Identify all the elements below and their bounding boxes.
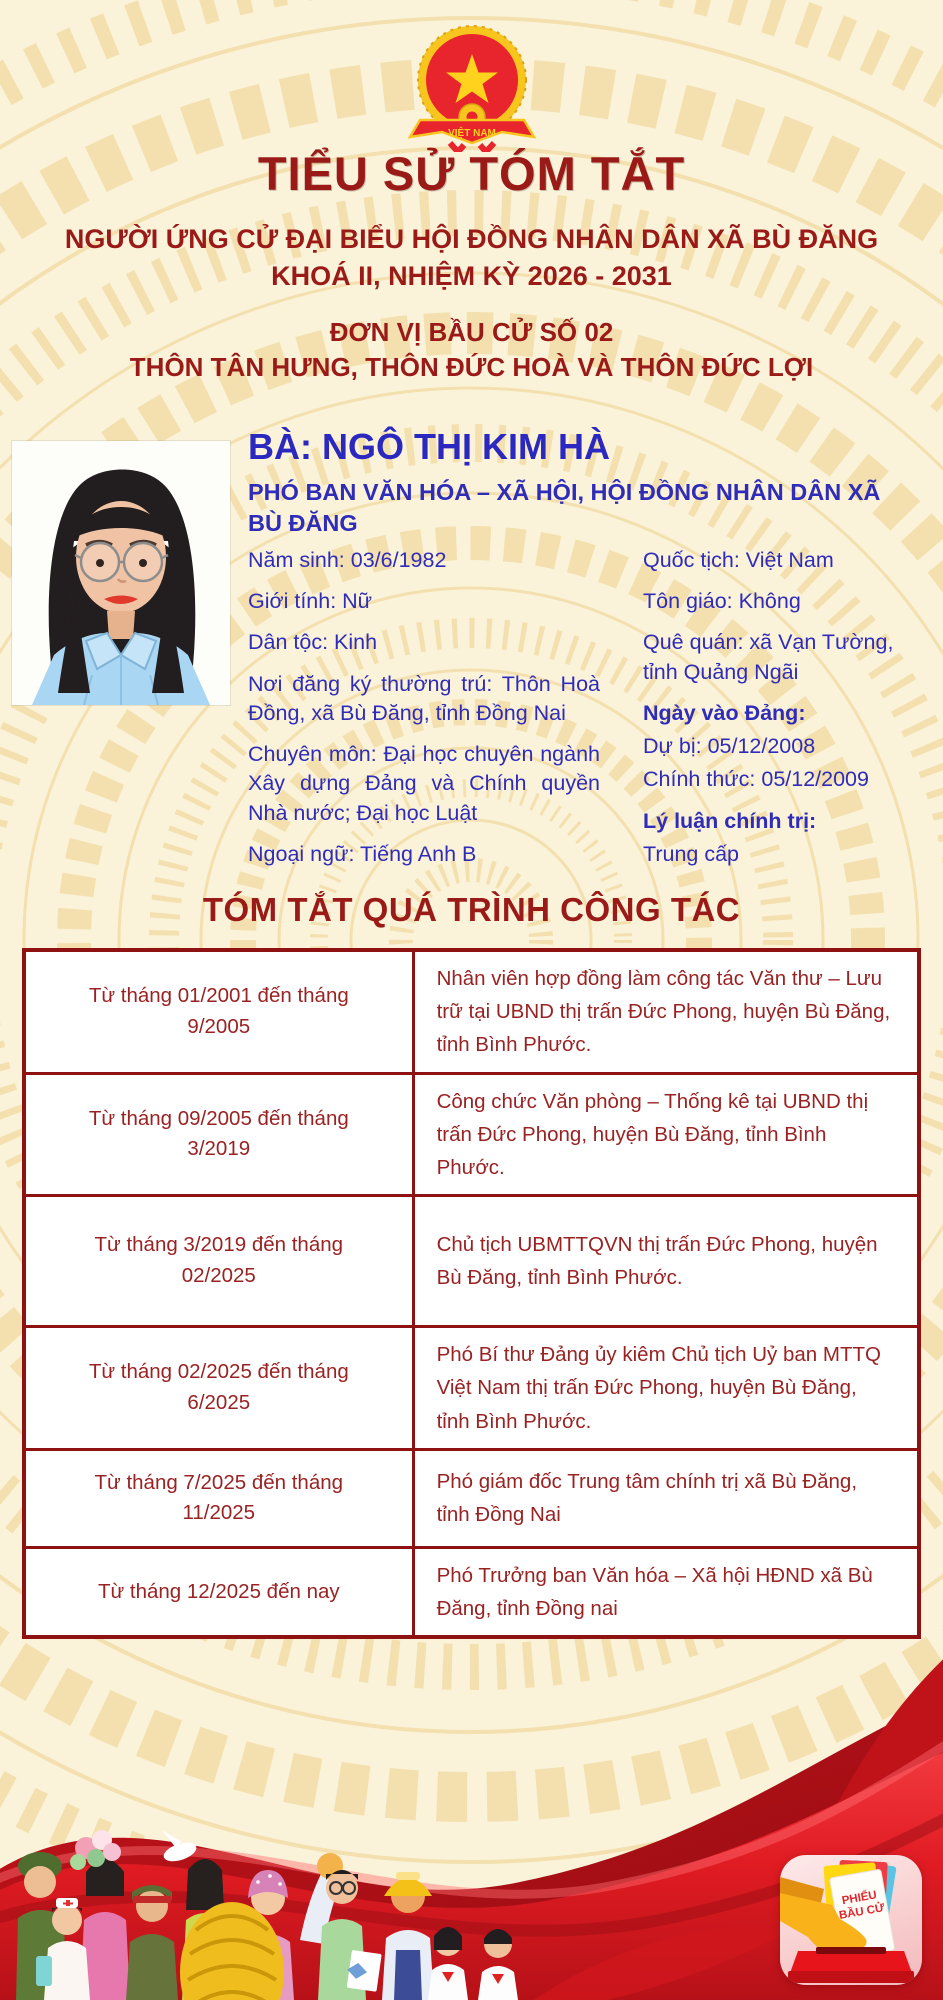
career-period-cell: Từ tháng 01/2001 đến tháng 9/2005 — [24, 950, 413, 1073]
candidate-details-left — [248, 546, 600, 881]
detail-item: Năm sinh: 03/6/1982 — [248, 548, 447, 572]
table-row — [24, 950, 919, 1073]
table-row — [24, 1327, 919, 1450]
emblem-label: VIỆT NAM — [447, 128, 496, 139]
election-unit-line1: ĐƠN VỊ BẦU CỬ SỐ 02 — [329, 317, 614, 347]
detail-item: Quê quán: xã Vạn Tường, tỉnh Quảng Ngãi — [643, 630, 894, 684]
detail-item: Trung cấp — [643, 841, 740, 866]
career-role-cell: Phó Bí thư Đảng ủy kiêm Chủ tịch Uỷ ban MTTQ Việt Nam thị trấn Đức Phong, huyện Bù Đăng, tỉnh Bình Phước. — [413, 1327, 919, 1450]
career-role-cell: Chủ tịch UBMTTQVN thị trấn Đức Phong, huyện Bù Đăng, tỉnh Bình Phước. — [413, 1196, 919, 1327]
candidate-name: BÀ: NGÔ THỊ KIM HÀ — [248, 426, 610, 467]
career-period-cell: Từ tháng 3/2019 đến tháng 02/2025 — [24, 1196, 413, 1327]
ballot-box-icon — [780, 1855, 922, 1985]
career-role-cell: Nhân viên hợp đồng làm công tác Văn thư – Lưu trữ tại UBND thị trấn Đức Phong, huyện Bù Đăng, tỉnh Bình Phước. — [413, 950, 919, 1073]
detail-item: Quốc tịch: Việt Nam — [643, 548, 834, 572]
career-role-cell: Phó Trưởng ban Văn hóa – Xã hội HĐND xã Bù Đăng, tỉnh Đồng nai — [413, 1547, 919, 1637]
detail-item: Ngày vào Đảng: — [643, 700, 806, 725]
candidate-details-right — [643, 546, 923, 881]
career-role-cell: Phó giám đốc Trung tâm chính trị xã Bù Đăng, tỉnh Đồng Nai — [413, 1449, 919, 1547]
table-row — [24, 1196, 919, 1327]
career-period-cell: Từ tháng 7/2025 đến tháng 11/2025 — [24, 1449, 413, 1547]
detail-item: Dân tộc: Kinh — [248, 630, 378, 655]
detail-item: Dự bị: 05/12/2008 — [643, 734, 816, 759]
detail-item: Giới tính: Nữ — [248, 589, 373, 614]
detail-item: Tôn giáo: Không — [643, 589, 801, 614]
page-subtitle-1: NGƯỜI ỨNG CỬ ĐẠI BIỂU HỘI ĐỒNG NHÂN DÂN XÃ BÙ ĐĂNG — [64, 224, 879, 254]
career-period-cell: Từ tháng 02/2025 đến tháng 6/2025 — [24, 1327, 413, 1450]
detail-item: Chính thức: 05/12/2009 — [643, 767, 869, 792]
career-period-cell: Từ tháng 09/2005 đến tháng 3/2019 — [24, 1073, 413, 1196]
detail-item: Chuyên môn: Đại học chuyên ngành Xây dựng Đảng và Chính quyền Nhà nước; Đại học Luật — [248, 742, 600, 825]
table-row — [24, 1073, 919, 1196]
ballot-label-line2: BẦU CỬ — [838, 1902, 886, 1922]
career-table — [22, 948, 921, 1639]
detail-item: Ngoại ngữ: Tiếng Anh B — [248, 841, 477, 866]
detail-item: Lý luận chính trị: — [643, 808, 817, 833]
candidate-photo — [12, 441, 230, 705]
career-role-cell: Công chức Văn phòng – Thống kê tại UBND thị trấn Đức Phong, huyện Bù Đăng, tỉnh Bình Phước. — [413, 1073, 919, 1196]
page-title: TIỂU SỬ TÓM TẮT — [257, 147, 686, 200]
career-section-title: TÓM TẮT QUÁ TRÌNH CÔNG TÁC — [202, 891, 741, 928]
page-subtitle-2: KHOÁ II, NHIỆM KỲ 2026 - 2031 — [271, 261, 672, 291]
portrait-illustration — [12, 441, 230, 705]
vietnam-emblem-icon — [380, 24, 564, 152]
table-row — [24, 1449, 919, 1547]
candidate-position: PHÓ BAN VĂN HÓA – XÃ HỘI, HỘI ĐỒNG NHÂN DÂN XÃ BÙ ĐĂNG — [248, 479, 881, 537]
career-period-cell: Từ tháng 12/2025 đến nay — [24, 1547, 413, 1637]
ballot-label-line1: PHIẾU — [841, 1889, 878, 1908]
detail-item: Nơi đăng ký thường trú: Thôn Hoà Đồng, xã Bù Đăng, tỉnh Đồng Nai — [248, 671, 600, 725]
election-unit-line2: THÔN TÂN HƯNG, THÔN ĐỨC HOÀ VÀ THÔN ĐỨC LỢI — [129, 352, 814, 382]
